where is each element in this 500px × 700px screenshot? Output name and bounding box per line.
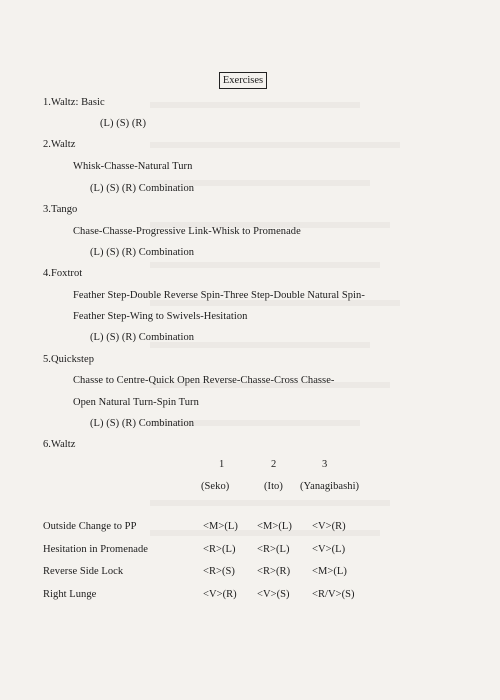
figure-sequence-line: Feather Step-Wing to Swivels-Hesitation (73, 311, 248, 322)
combination-line: (L) (S) (R) Combination (90, 183, 195, 194)
figure-sequence-line: Open Natural Turn-Spin Turn (73, 397, 199, 408)
table-cell: <M>(L) (203, 521, 238, 532)
column-header: (Ito) (264, 481, 283, 492)
table-row-label: Reverse Side Lock (43, 566, 124, 577)
combination-line: (L) (S) (R) Combination (90, 247, 195, 258)
section-heading: 6.Waltz (43, 439, 76, 450)
combination-line: (L) (S) (R) (100, 118, 147, 129)
figure-sequence-line: Whisk-Chasse-Natural Turn (73, 161, 193, 172)
combination-line: (L) (S) (R) Combination (90, 332, 195, 343)
section-heading: 4.Foxtrot (43, 268, 83, 279)
column-header: (Seko) (201, 481, 230, 492)
figure-sequence-line: Chase-Chasse-Progressive Link-Whisk to Promenade (73, 226, 301, 237)
table-cell: <R>(S) (203, 566, 235, 577)
table-cell: <V>(S) (257, 589, 290, 600)
table-row-label: Outside Change to PP (43, 521, 137, 532)
section-heading: 1.Waltz: Basic (43, 97, 105, 108)
table-cell: <R>(R) (257, 566, 291, 577)
page-title: Exercises (219, 72, 267, 89)
table-cell: <V>(R) (203, 589, 237, 600)
table-cell: <V>(R) (312, 521, 346, 532)
column-number: 2 (271, 459, 277, 470)
table-cell: <R>(L) (203, 544, 236, 555)
table-row-label: Hesitation in Promenade (43, 544, 148, 555)
table-cell: <R>(L) (257, 544, 290, 555)
section-heading: 2.Waltz (43, 139, 76, 150)
section-heading: 3.Tango (43, 204, 78, 215)
table-cell: <M>(L) (312, 566, 347, 577)
figure-sequence-line: Feather Step-Double Reverse Spin-Three Step-Double Natural Spin- (73, 290, 365, 301)
table-row-label: Right Lunge (43, 589, 97, 600)
column-number: 1 (219, 459, 225, 470)
combination-line: (L) (S) (R) Combination (90, 418, 195, 429)
table-cell: <V>(L) (312, 544, 346, 555)
column-number: 3 (322, 459, 328, 470)
table-cell: <M>(L) (257, 521, 292, 532)
column-header: (Yanagibashi) (300, 481, 360, 492)
section-heading: 5.Quickstep (43, 354, 94, 365)
table-cell: <R/V>(S) (312, 589, 355, 600)
figure-sequence-line: Chasse to Centre-Quick Open Reverse-Chasse-Cross Chasse- (73, 375, 335, 386)
